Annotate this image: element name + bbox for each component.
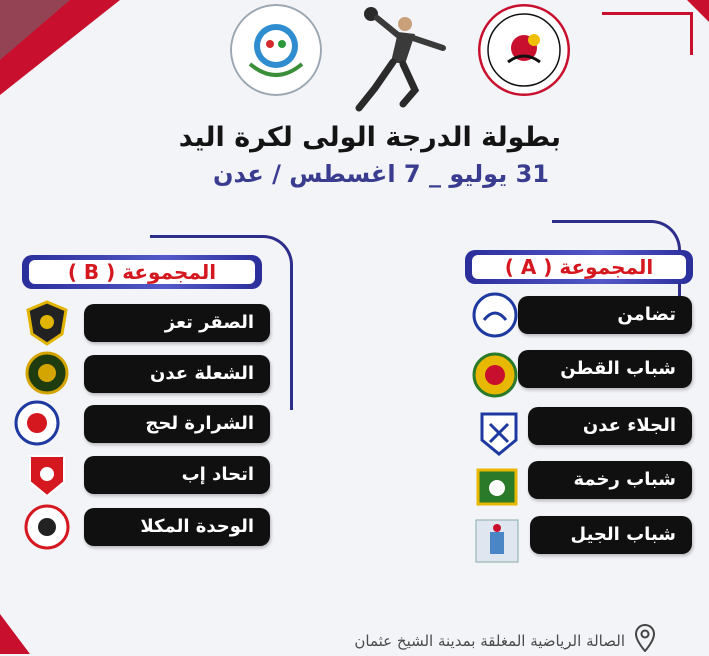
team-b-3: الشرارة لحج	[84, 405, 270, 443]
decor-frame	[602, 12, 693, 55]
team-b-5: الوحدة المكلا	[84, 508, 270, 546]
handball-player-image	[335, 4, 465, 116]
club-logo-a-3	[476, 410, 522, 456]
team-a-4: شباب رخمة	[528, 461, 692, 499]
team-a-1: تضامن	[518, 296, 692, 334]
background-corner-bottom	[0, 614, 30, 654]
team-b-4: اتحاد إب	[84, 456, 270, 494]
team-a-2: شباب القطن	[518, 350, 692, 388]
team-a-5: شباب الجيل	[530, 516, 692, 554]
tournament-dates: 31 يوليو _ 7 اغسطس / عدن	[212, 160, 549, 188]
group-b-label: المجموعة ( B )	[67, 260, 217, 284]
group-b-header	[22, 255, 262, 289]
club-logo-b-4	[24, 452, 70, 498]
club-logo-a-1	[472, 292, 518, 338]
club-logo-b-5	[24, 504, 70, 550]
venue-text: الصالة الرياضية المغلقة بمدينة الشيخ عثمان	[354, 632, 625, 650]
club-logo-b-1	[24, 300, 70, 346]
location-pin-icon	[634, 624, 656, 652]
group-a-header	[465, 250, 693, 284]
group-a-label: المجموعة ( A )	[504, 255, 654, 279]
team-b-2: الشعلة عدن	[84, 355, 270, 393]
federation-logo	[478, 4, 570, 96]
club-logo-b-2	[24, 350, 70, 396]
tournament-title: بطولة الدرجة الولى لكرة اليد	[178, 122, 561, 153]
ministry-emblem	[230, 4, 322, 96]
club-logo-a-4	[474, 464, 520, 510]
background-corner-grey	[0, 0, 70, 60]
team-b-1: الصقر تعز	[84, 304, 270, 342]
club-logo-a-2	[472, 352, 518, 398]
club-logo-b-3	[14, 400, 60, 446]
team-a-3: الجلاء عدن	[528, 407, 692, 445]
club-logo-a-5	[474, 518, 520, 564]
